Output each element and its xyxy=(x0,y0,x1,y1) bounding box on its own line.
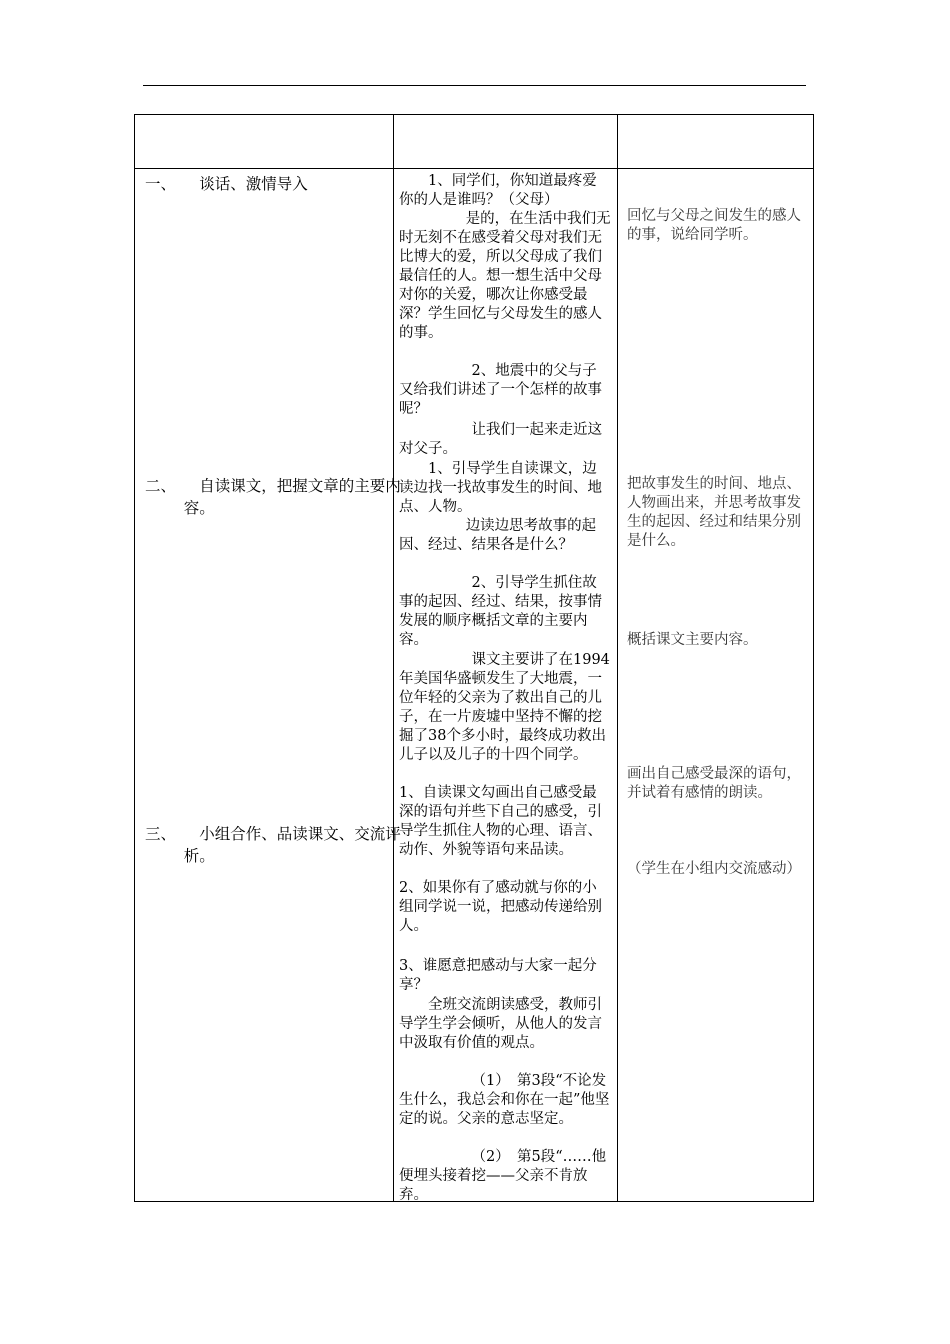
student-text: 回忆与父母之间发生的感人的事，说给同学听。 xyxy=(627,208,801,243)
teacher-text: 2、引导学生抓住故事的起因、经过、结果，按事情发展的顺序概括文章的主要内容。 xyxy=(399,575,602,648)
column-divider xyxy=(617,115,618,1201)
teacher-text: 让我们一起来走近这对父子。 xyxy=(399,422,602,457)
teacher-text: 1、同学们，你知道最疼爱你的人是谁吗？（父母） xyxy=(399,173,597,208)
teacher-text: 2、如果你有了感动就与你的小组同学说一说，把感动传递给别人。 xyxy=(399,880,602,934)
teacher-text: 3、谁愿意把感动与大家一起分享？ xyxy=(399,958,597,993)
teacher-text: 1、自读课文勾画出自己感受最深的语句并些下自己的感受，引导学生抓住人物的心理、语言、动作、外貌等语句来品读。 xyxy=(399,785,602,858)
teacher-text: 1、引导学生自读课文，边读边找一找故事发生的时间、地点、人物。 xyxy=(399,461,602,515)
student-text: 概括课文主要内容。 xyxy=(627,632,758,648)
teacher-text: 2、地震中的父与子又给我们讲述了一个怎样的故事呢？ xyxy=(399,363,602,417)
step-1-title: 一、 谈话、激情导入 xyxy=(145,175,308,193)
teacher-text: （2） 第5段“……他便埋头接着挖——父亲不肯放弃。 xyxy=(399,1149,607,1203)
student-text: 把故事发生的时间、地点、人物画出来，并思考故事发生的起因、经过和结果分别是什么。 xyxy=(627,476,801,549)
student-text: （学生在小组内交流感动） xyxy=(627,861,801,877)
lesson-table xyxy=(134,114,814,1202)
step-3-title: 三、 小组合作、品读课文、交流评析。 xyxy=(145,825,401,865)
header-row-divider xyxy=(135,168,813,169)
teacher-text: 全班交流朗读感受，教师引导学生学会倾听，从他人的发言中汲取有价值的观点。 xyxy=(399,997,602,1051)
teacher-text: （1） 第3段“不论发生什么，我总会和你在一起”他坚定的说。父亲的意志坚定。 xyxy=(399,1073,610,1127)
column-divider xyxy=(393,115,394,1201)
header-rule xyxy=(143,85,806,86)
teacher-text: 是的，在生活中我们无时无刻不在感受着父母对我们无比博大的爱，所以父母成了我们最信任的人。想一想生活中父母对你的关爱，哪次让你感受最深？学生回忆与父母发生的感人的事。 xyxy=(399,211,611,341)
teacher-text: 边读边思考故事的起因、经过、结果各是什么？ xyxy=(399,518,597,553)
student-text: 画出自己感受最深的语句，并试着有感情的朗读。 xyxy=(627,766,801,801)
teacher-text: 课文主要讲了在1994年美国华盛顿发生了大地震，一位年轻的父亲为了救出自己的儿子，在一片废墟中坚持不懈的挖掘了38个多小时，最终成功救出儿子以及儿子的十四个同学。 xyxy=(399,652,610,763)
step-2-title: 二、 自读课文，把握文章的主要内容。 xyxy=(145,477,401,517)
